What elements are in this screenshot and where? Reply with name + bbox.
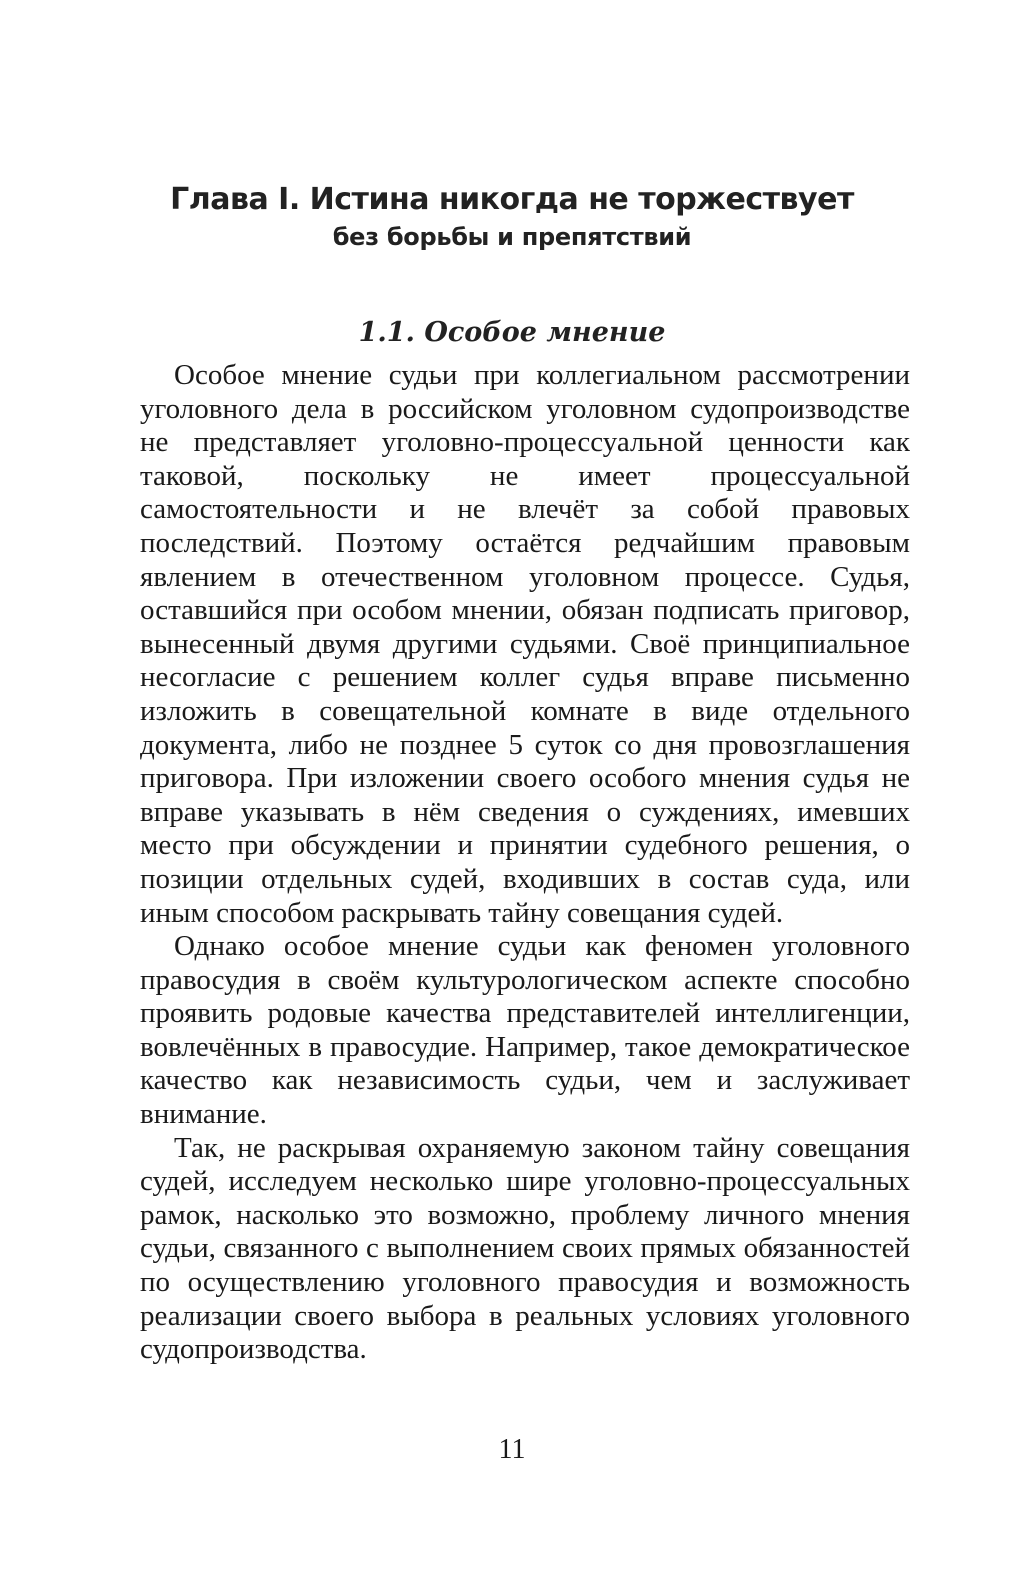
paragraph: Однако особое мнение судьи как феномен уголовного правосудия в своём культурологическом аспекте способно проявить родовые качества представителей интеллигенции, вовлечённых в правосудие. Например, такое демократическое качество как независимость судьи, чем и заслуживает внимание. xyxy=(140,930,910,1131)
body-text xyxy=(140,359,910,1367)
page-number: 11 xyxy=(498,1434,526,1465)
section-heading: 1.1. Особое мнение xyxy=(358,317,666,348)
paragraph: Особое мнение судьи при коллегиальном рассмотрении уголовного дела в российском уголовном судопроизводстве не представляет уголовно-процессуальной ценности как таковой, поскольку не имеет процессуальной самостоятельности и не влечёт за собой правовых последствий. Поэтому остаётся редчайшим правовым явлением в отечественном уголовном процессе. Судья, оставшийся при особом мнении, обязан подписать приговор, вынесенный двумя другими судьями. Своё принципиальное несогласие с решением коллег судья вправе письменно изложить в совещательной комнате в виде отдельного документа, либо не позднее 5 суток со дня провозглашения приговора. При изложении своего особого мнения судья не вправе указывать в нём сведения о суждениях, имевших место при обсуждении и принятии судебного решения, о позиции отдельных судей, входивших в состав суда, или иным способом раскрывать тайну совещания судей. xyxy=(140,359,910,929)
chapter-title-line-1: Глава I. Истина никогда не торжествует xyxy=(170,182,854,217)
paragraph: Так, не раскрывая охраняемую законом тайну совещания судей, исследуем несколько шире уголовно-процессуальных рамок, насколько это возможно, проблему личного мнения судьи, связанного с выполнением своих прямых обязанностей по осуществлению уголовного правосудия и возможность реализации своего выбора в реальных условиях уголовного судопроизводства. xyxy=(140,1131,910,1366)
chapter-title-line-2: без борьбы и препятствий xyxy=(332,223,692,251)
